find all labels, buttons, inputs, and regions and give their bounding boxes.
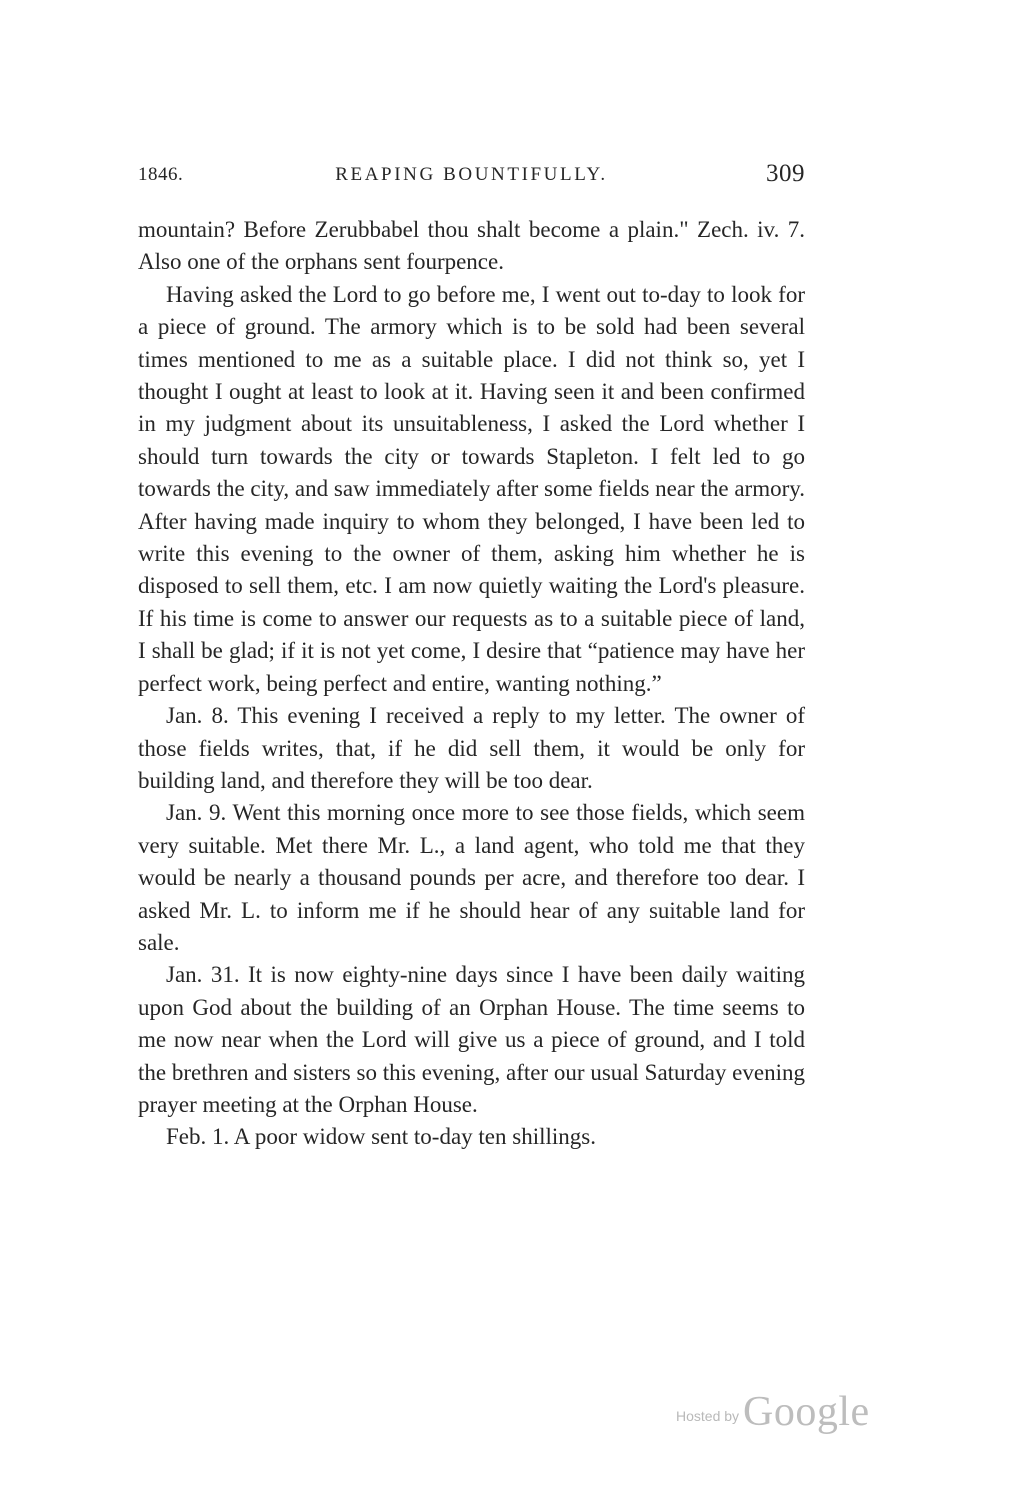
page-number: 309	[766, 160, 805, 187]
paragraph-continuation: mountain? Before Zerubbabel thou shalt become a plain." Zech. iv. 7. Also one of the orphans sent fourpence.	[138, 217, 805, 275]
paragraph-jan-9: Jan. 9. Went this morning once more to see those fields, which seem very suitable. Met there Mr. L., a land agent, who told me that they would be nearly a thousand pounds per acre, and therefore too dear. I asked Mr. L. to inform me if he should hear of any suitable land for sale.	[138, 800, 805, 955]
hosted-by-google-watermark	[676, 1388, 870, 1440]
running-head	[138, 160, 805, 192]
body-text	[138, 214, 805, 1154]
paragraph-ground-search: Having asked the Lord to go before me, I went out to-day to look for a piece of ground. The armory which is to be sold had been several times mentioned to me as a suitable place. I did not think so, yet I thought I ought at least to look at it. Having seen it and been confirmed in my judgment about its unsuitableness, I asked the Lord whether I should turn towards the city or towards Stapleton. I felt led to go towards the city, and saw immediately after some fields near the armory. After having made inquiry to whom they belonged, I have been led to write this evening to the owner of them, asking him whether he is disposed to sell them, etc. I am now quietly waiting the Lord's pleasure. If his time is come to answer our requests as to a suitable piece of land, I shall be glad; if it is not yet come, I desire that “patience may have her perfect work, being perfect and entire, wanting nothing.”	[138, 281, 805, 696]
paragraph-jan-31: Jan. 31. It is now eighty-nine days since I have been daily waiting upon God about the building of an Orphan House. The time seems to me now near when the Lord will give us a piece of ground, and I told the brethren and sisters so this evening, after our usual Saturday evening prayer meeting at the Orphan House.	[138, 962, 805, 1117]
google-logo: Google	[743, 1389, 870, 1435]
watermark-hosted-by: Hosted by	[676, 1408, 740, 1424]
header-year: 1846.	[138, 164, 184, 185]
paragraph-jan-8: Jan. 8. This evening I received a reply to my letter. The owner of those fields writes, that, if he did sell them, it would be only for building land, and therefore they will be too dear.	[138, 703, 805, 793]
header-title: REAPING BOUNTIFULLY.	[335, 164, 608, 185]
paragraph-feb-1: Feb. 1. A poor widow sent to-day ten shillings.	[166, 1124, 596, 1150]
